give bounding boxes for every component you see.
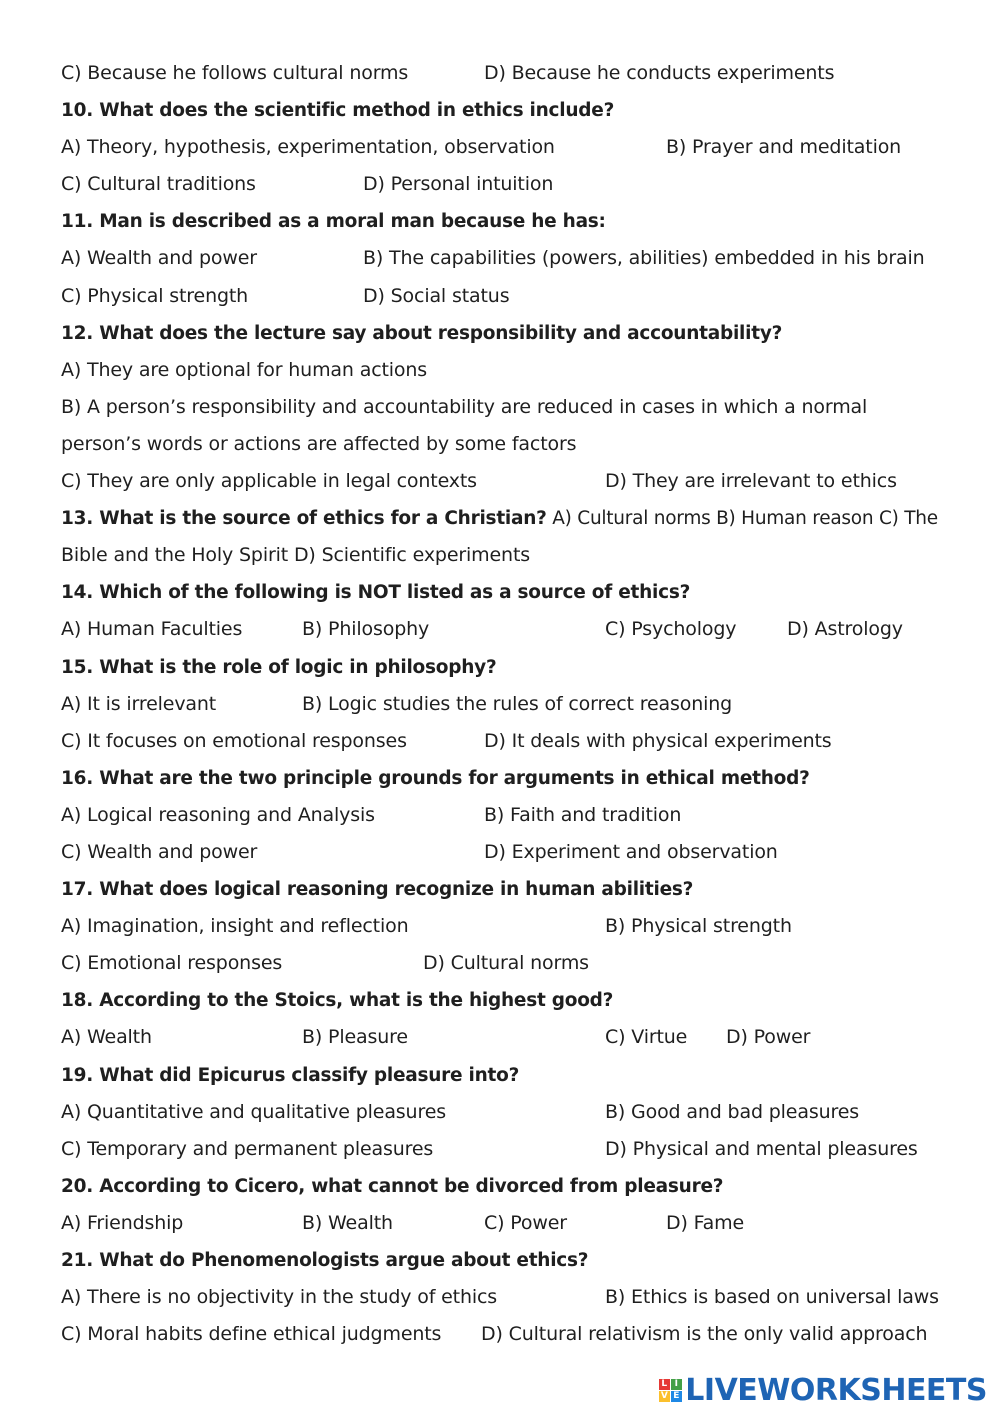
option-c: C) Virtue xyxy=(605,1026,688,1049)
option-d: D) Power xyxy=(726,1026,811,1049)
question-12 xyxy=(61,315,961,352)
question-20 xyxy=(61,1168,961,1205)
option-b: B) Wealth xyxy=(302,1211,393,1234)
question-17 xyxy=(61,871,961,908)
question-15 xyxy=(61,649,961,686)
question-13-inline-options: A) Cultural norms B) Human reason C) The xyxy=(546,508,938,530)
question-text: 11. Man is described as a moral man because he has: xyxy=(61,211,606,233)
option-a: A) They are optional for human actions xyxy=(61,358,428,381)
logo-mark-letter: L xyxy=(659,1379,670,1390)
question-19 xyxy=(61,1057,961,1094)
logo-text: LIVEWORKSHEETS xyxy=(685,1372,987,1408)
answer-line xyxy=(61,834,961,871)
question-text: 15. What is the role of logic in philosophy? xyxy=(61,656,497,678)
option-c: C) Wealth and power xyxy=(61,840,258,863)
option-c: C) Temporary and permanent pleasures xyxy=(61,1137,434,1160)
question-13 xyxy=(61,500,961,537)
question-text: 17. What does logical reasoning recognize in human abilities? xyxy=(61,879,694,901)
option-a: A) Human Faculties xyxy=(61,618,243,641)
answer-line xyxy=(61,240,961,277)
answer-line xyxy=(61,1316,961,1353)
option-c: C) Power xyxy=(484,1211,567,1234)
question-10 xyxy=(61,92,961,129)
answer-line xyxy=(61,55,961,92)
option-d: D) Astrology xyxy=(787,618,903,641)
question-text xyxy=(61,500,938,537)
question-21 xyxy=(61,1242,961,1279)
logo-mark-letter: E xyxy=(671,1391,682,1402)
option-d: D) Personal intuition xyxy=(363,173,554,196)
option-c: C) Because he follows cultural norms xyxy=(61,62,409,84)
answer-line xyxy=(61,797,961,834)
option-d: D) Cultural norms xyxy=(423,952,589,975)
question-text: 12. What does the lecture say about responsibility and accountability? xyxy=(61,322,783,344)
answer-line xyxy=(61,945,961,982)
question-text: 10. What does the scientific method in ethics include? xyxy=(61,100,615,122)
option-d: D) Because he conducts experiments xyxy=(484,62,835,84)
option-b: B) A person’s responsibility and accountability are reduced in cases in which a normal xyxy=(61,395,868,418)
option-b: B) Philosophy xyxy=(302,618,430,641)
option-d: D) They are irrelevant to ethics xyxy=(605,470,897,493)
option-c: C) Psychology xyxy=(605,618,737,641)
option-a: A) Logical reasoning and Analysis xyxy=(61,803,375,826)
answer-line xyxy=(61,1205,961,1242)
option-d: D) Experiment and observation xyxy=(484,840,778,863)
option-b: B) Faith and tradition xyxy=(484,803,682,826)
question-text: 20. According to Cicero, what cannot be divorced from pleasure? xyxy=(61,1175,724,1197)
answer-line xyxy=(61,686,961,723)
option-c: C) It focuses on emotional responses xyxy=(61,729,407,752)
question-text: 18. According to the Stoics, what is the highest good? xyxy=(61,990,614,1012)
option-b: B) Logic studies the rules of correct reasoning xyxy=(302,692,733,715)
option-d: D) Social status xyxy=(363,284,510,307)
option-a: A) Friendship xyxy=(61,1211,184,1234)
option-a: A) Imagination, insight and reflection xyxy=(61,915,409,938)
option-b: B) Physical strength xyxy=(605,915,792,938)
option-c: C) Physical strength xyxy=(61,284,249,307)
answer-line xyxy=(61,908,961,945)
option-b: B) Good and bad pleasures xyxy=(605,1100,859,1123)
option-d: D) Cultural relativism is the only valid approach xyxy=(481,1323,928,1346)
option-a: A) Wealth xyxy=(61,1026,152,1049)
question-13-text: 13. What is the source of ethics for a Christian? xyxy=(61,508,547,530)
question-14 xyxy=(61,574,961,611)
logo-mark-icon xyxy=(658,1378,682,1402)
option-d: D) Physical and mental pleasures xyxy=(605,1137,918,1160)
answer-line xyxy=(61,352,961,389)
option-b: B) Prayer and meditation xyxy=(666,136,902,159)
option-b: B) Ethics is based on universal laws xyxy=(605,1286,939,1309)
question-18 xyxy=(61,982,961,1019)
answer-line xyxy=(61,1131,961,1168)
logo-mark-letter: V xyxy=(659,1391,670,1402)
answer-line-continued xyxy=(61,426,961,463)
question-11 xyxy=(61,203,961,240)
answer-line xyxy=(61,463,961,500)
option-c: C) Cultural traditions xyxy=(61,173,256,196)
question-13-options-continued: Bible and the Holy Spirit D) Scientific experiments xyxy=(61,544,531,567)
answer-line xyxy=(61,278,961,315)
option-c: C) Emotional responses xyxy=(61,952,283,975)
liveworksheets-logo xyxy=(658,1372,987,1408)
option-d: D) Fame xyxy=(666,1211,745,1234)
question-text: 19. What did Epicurus classify pleasure into? xyxy=(61,1064,520,1086)
worksheet-page xyxy=(61,55,961,1353)
question-text: 21. What do Phenomenologists argue about ethics? xyxy=(61,1250,589,1271)
option-b: B) The capabilities (powers, abilities) embedded in his brain xyxy=(363,247,925,270)
answer-line xyxy=(61,1019,961,1056)
option-a: A) It is irrelevant xyxy=(61,692,217,715)
answer-line xyxy=(61,611,961,648)
answer-line xyxy=(61,1094,961,1131)
question-text: 16. What are the two principle grounds for arguments in ethical method? xyxy=(61,767,810,789)
option-b-continued: person’s words or actions are affected by some factors xyxy=(61,432,577,455)
answer-line-continued xyxy=(61,537,961,574)
option-a: A) There is no objectivity in the study of ethics xyxy=(61,1286,498,1309)
option-b: B) Pleasure xyxy=(302,1026,408,1049)
logo-mark-letter: I xyxy=(671,1379,682,1390)
answer-line xyxy=(61,129,961,166)
option-c: C) Moral habits define ethical judgments xyxy=(61,1323,442,1346)
answer-line xyxy=(61,389,961,426)
answer-line xyxy=(61,166,961,203)
option-a: A) Theory, hypothesis, experimentation, observation xyxy=(61,136,555,159)
option-a: A) Quantitative and qualitative pleasures xyxy=(61,1100,446,1123)
answer-line xyxy=(61,1279,961,1316)
option-d: D) It deals with physical experiments xyxy=(484,729,832,752)
question-text: 14. Which of the following is NOT listed as a source of ethics? xyxy=(61,582,691,604)
question-16 xyxy=(61,760,961,797)
answer-line xyxy=(61,723,961,760)
option-a: A) Wealth and power xyxy=(61,247,257,270)
option-c: C) They are only applicable in legal contexts xyxy=(61,470,477,493)
